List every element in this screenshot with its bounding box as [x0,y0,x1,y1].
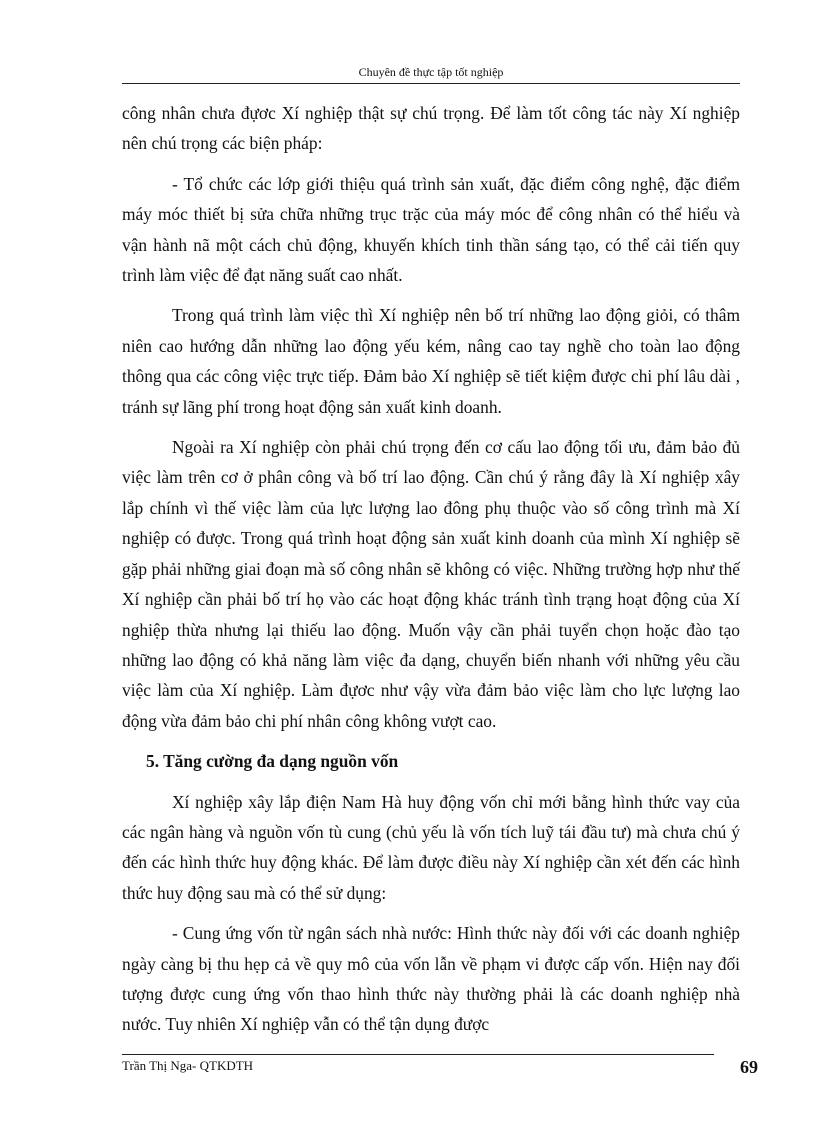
footer-divider [122,1054,714,1055]
paragraph-capital-mobilization: Xí nghiệp xây lắp điện Nam Hà huy động vốn chỉ mới bằng hình thức vay của các ngân hàng và nguồn vốn tù cung (chủ yếu là vốn tích luỹ tái đầu tư) mà chưa chú ý đến các hình thức huy động khác. Để làm được điều này Xí nghiệp cần xét đến các hình thức huy động sau mà có thể sử dụng: [122,791,740,903]
section-heading: 5. Tăng cường đa dạng nguồn vốn [146,751,399,772]
paragraph-continuation: công nhân chưa đựơc Xí nghiệp thật sự chú trọng. Để làm tốt công tác này Xí nghiệp nên chú trọng các biện pháp: [122,103,740,154]
paragraph-skilled-workers: Trong quá trình làm việc thì Xí nghiệp nên bố trí những lao động giỏi, có thâm niên cao hướng dẫn những lao động yếu kém, nâng cao tay nghề cho toàn lao động thông qua các công việc trực tiếp. Đảm bảo Xí nghiệp sẽ tiết kiệm được chi phí lâu dài , tránh sự lãng phí trong hoạt động sản xuất kinh doanh. [122,305,740,417]
page-header [122,63,740,84]
footer-author: Trần Thị Nga- QTKDTH [122,1058,254,1073]
page-number: 69 [740,1057,758,1077]
paragraph-labor-structure: Ngoài ra Xí nghiệp còn phải chú trọng đến cơ cấu lao động tối ưu, đảm bảo đủ việc làm trên cơ ở phân công và bố trí lao động. Cần chú ý rằng đây là Xí nghiệp xây lắp chính vì thế việc làm của lực lượng lao đông phụ thuộc vào số công trình mà Xí nghiệp có được. Trong quá trình hoạt động sản xuất kinh doanh của mình Xí nghiệp sẽ gặp phải những giai đoạn mà số công nhân sẽ không có việc. Những trường hợp như thế Xí nghiệp cần phải bố trí họ vào các hoạt động khác tránh tình trạng hoạt động của Xí nghiệp thừa nhưng lại thiếu lao động. Muốn vậy cần phải tuyển chọn hoặc đào tạo những lao động có khả năng làm việc đa dạng, chuyển biến nhanh với những yêu cầu việc làm của Xí nghiệp. Làm đựơc như vậy vừa đảm bảo việc làm cho lực lượng lao động vừa đảm bảo chi phí nhân công không vượt cao. [122,437,740,731]
header-title: Chuyên đề thực tập tốt nghiệp [358,65,504,79]
document-body [122,98,740,1040]
paragraph-state-budget: - Cung ứng vốn từ ngân sách nhà nước: Hình thức này đối với các doanh nghiệp ngày càng bị thu hẹp cả về quy mô của vốn lẫn về phạm vi được cấp vốn. Hiện nay đối tượng được cung ứng vốn thao hình thức này thường phải là các doanh nghiệp nhà nước. Tuy nhiên Xí nghiệp vẫn có thể tận dụng được [122,923,740,1035]
paragraph-training-measures: - Tổ chức các lớp giới thiệu quá trình sản xuất, đặc điểm công nghệ, đặc điểm máy móc thiết bị sửa chữa những trục trặc của máy móc để công nhân có thể hiểu và vận hành nã một cách chủ động, khuyến khích tinh thần sáng tạo, có thể cải tiến quy trình làm việc để đạt năng suất cao nhất. [122,173,740,286]
